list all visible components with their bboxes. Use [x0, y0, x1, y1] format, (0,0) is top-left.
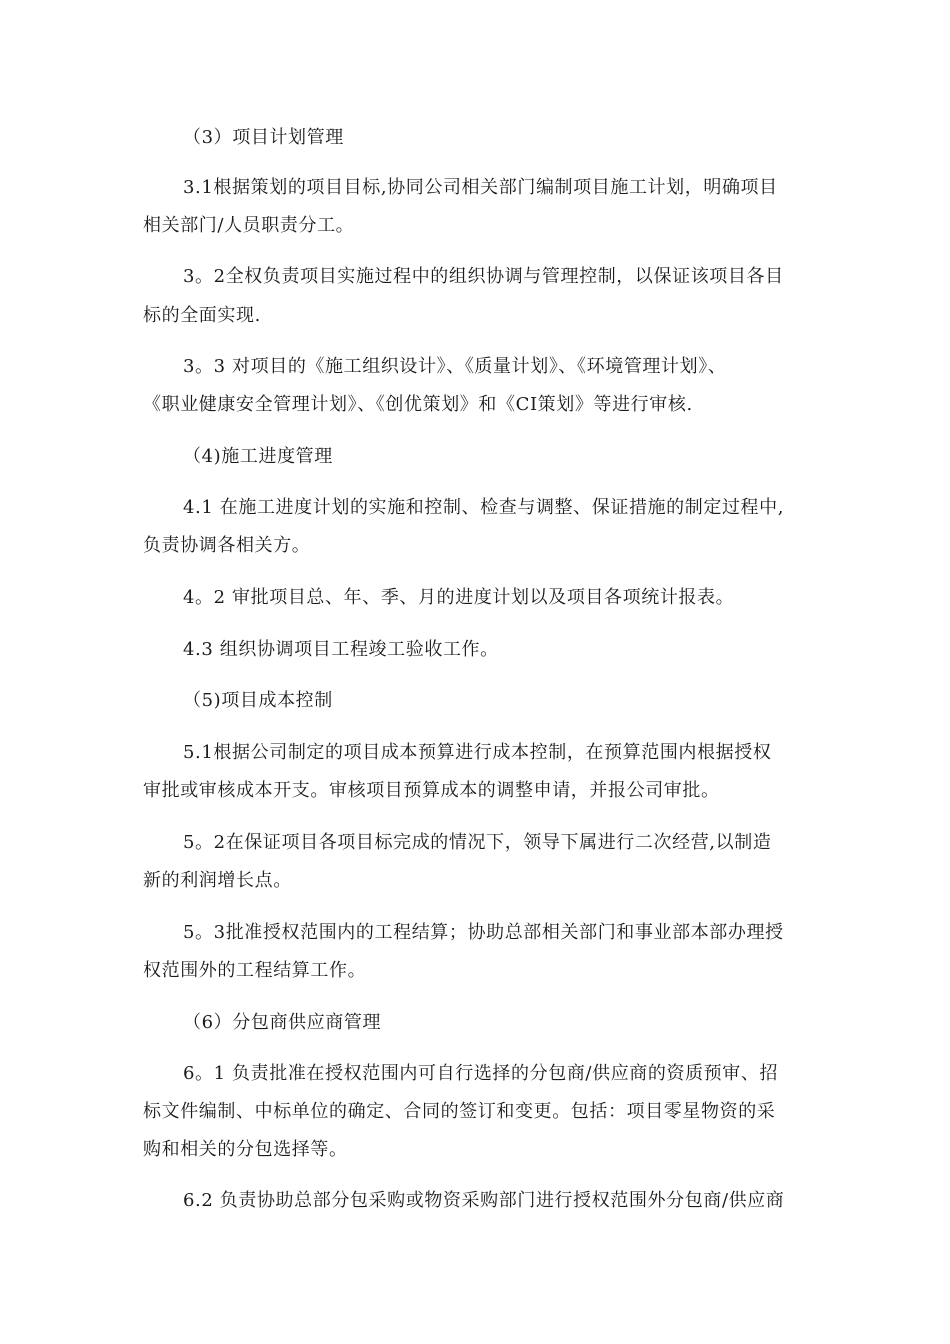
- paragraph-5-3-line-2: 权范围外的工程结算工作。: [143, 960, 367, 981]
- section-heading-5: （5)项目成本控制: [183, 690, 333, 711]
- paragraph-5-3-line-1: 5。3批准授权范围内的工程结算；协助总部相关部门和事业部本部办理授: [183, 922, 784, 943]
- paragraph-4-2: 4。2 审批项目总、年、季、月的进度计划以及项目各项统计报表。: [183, 587, 735, 608]
- paragraph-3-3-line-1: 3。3 对项目的《施工组织设计》、《质量计划》、《环境管理计划》、: [183, 356, 727, 377]
- paragraph-4-1-line-1: 4.1 在施工进度计划的实施和控制、检查与调整、保证措施的制定过程中,: [183, 497, 785, 518]
- paragraph-6-2-line-1: 6.2 负责协助总部分包采购或物资采购部门进行授权范围外分包商/供应商: [183, 1190, 785, 1211]
- paragraph-3-2-line-2: 标的全面实现.: [143, 305, 261, 326]
- section-heading-4: （4)施工进度管理: [183, 446, 333, 467]
- section-heading-6: （6）分包商供应商管理: [183, 1012, 382, 1033]
- paragraph-3-3-line-2: 《职业健康安全管理计划》、《创优策划》和《CI策划》等进行审核.: [143, 394, 693, 415]
- paragraph-3-2-line-1: 3。2全权负责项目实施过程中的组织协调与管理控制，以保证该项目各目: [183, 266, 784, 287]
- paragraph-3-1-line-1: 3.1根据策划的项目目标,协同公司相关部门编制项目施工计划，明确项目: [183, 177, 778, 198]
- paragraph-6-1-line-3: 购和相关的分包选择等。: [143, 1139, 348, 1160]
- paragraph-4-1-line-2: 负责协调各相关方。: [143, 535, 311, 556]
- paragraph-3-1-line-2: 相关部门/人员职责分工。: [143, 215, 355, 236]
- paragraph-5-2-line-2: 新的利润增长点。: [143, 870, 292, 891]
- paragraph-6-1-line-1: 6。1 负责批准在授权范围内可自行选择的分包商/供应商的资质预审、招: [183, 1063, 779, 1084]
- paragraph-5-1-line-1: 5.1根据公司制定的项目成本预算进行成本控制，在预算范围内根据授权: [183, 742, 772, 763]
- paragraph-4-3: 4.3 组织协调项目工程竣工验收工作。: [183, 639, 499, 660]
- paragraph-5-1-line-2: 审批或审核成本开支。审核项目预算成本的调整申请，并报公司审批。: [143, 780, 720, 801]
- paragraph-5-2-line-1: 5。2在保证项目各项目标完成的情况下，领导下属进行二次经营,以制造: [183, 832, 772, 853]
- section-heading-3: （3）项目计划管理: [183, 127, 344, 148]
- paragraph-6-1-line-2: 标文件编制、中标单位的确定、合同的签订和变更。包括：项目零星物资的采: [143, 1101, 776, 1122]
